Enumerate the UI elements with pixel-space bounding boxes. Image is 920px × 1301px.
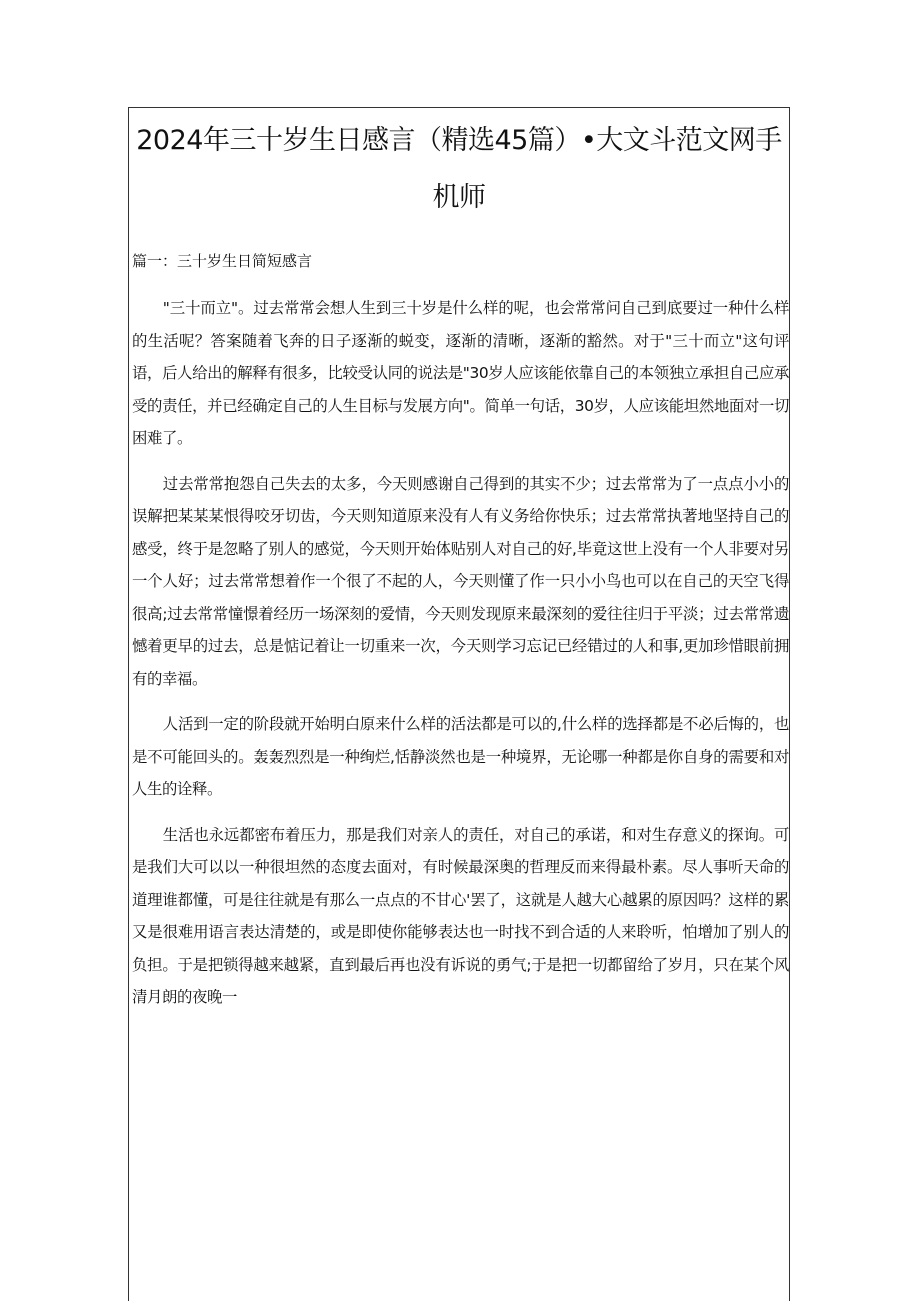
paragraph-1: "三十而立"。过去常常会想人生到三十岁是什么样的呢，也会常常问自己到底要过一种什么样的生活呢？答案随着飞奔的日子逐渐的蜕变，逐渐的清晰，逐渐的豁然。对于"三十而立"这句评语，后人给出的解释有很多，比较受认同的说法是"30岁人应该能依靠自己的本领独立承担自己应承受的责任，并已经确定自己的人生目标与发展方向"。简单一句话，30岁，人应该能坦然地面对一切困难了。 (132, 299, 789, 447)
paragraph-2: 过去常常抱怨自己失去的太多，今天则感谢自己得到的其实不少；过去常常为了一点点小小的误解把某某某恨得咬牙切齿，今天则知道原来没有人有义务给你快乐；过去常常执著地坚持自己的感受，终于是忽略了别人的感觉，今天则开始体贴别人对自己的好,毕竟这世上没有一个人非要对另一个人好；过去常常想着作一个很了不起的人，今天则懂了作一只小小鸟也可以在自己的天空飞得很高;过去常常憧憬着经历一场深刻的爱情，今天则发现原来最深刻的爱往往归于平淡；过去常常遗憾着更早的过去，总是惦记着让一切重来一次，今天则学习忘记已经错过的人和事,更加珍惜眼前拥有的幸福。 (132, 474, 789, 688)
paragraph-4: 生活也永远都密布着压力，那是我们对亲人的责任，对自己的承诺，和对生存意义的探询。可是我们大可以以一种很坦然的态度去面对，有时候最深奥的哲理反而来得最朴素。尽人事听天命的道理谁都懂，可是往往就是有那么一点点的不甘心'罢了，这就是人越大心越累的原因吗？这样的累又是很难用语言表达清楚的，或是即使你能够表达也一时找不到合适的人来聆听，怕增加了别人的负担。于是把锁得越来越紧，直到最后再也没有诉说的勇气;于是把一切都留给了岁月，只在某个风清月朗的夜晚一 (132, 825, 789, 1006)
paragraph-3: 人活到一定的阶段就开始明白原来什么样的活法都是可以的,什么样的选择都是不必后悔的，也是不可能回头的。轰轰烈烈是一种绚烂,恬静淡然也是一种境界，无论哪一种都是你自身的需要和对人生的诠释。 (132, 715, 789, 798)
article-body (132, 292, 789, 1014)
document-title: 2024年三十岁生日感言（精选45篇）•大文斗范文网手机师 (136, 125, 782, 213)
section-heading: 篇一：三十岁生日简短感言 (132, 252, 313, 270)
